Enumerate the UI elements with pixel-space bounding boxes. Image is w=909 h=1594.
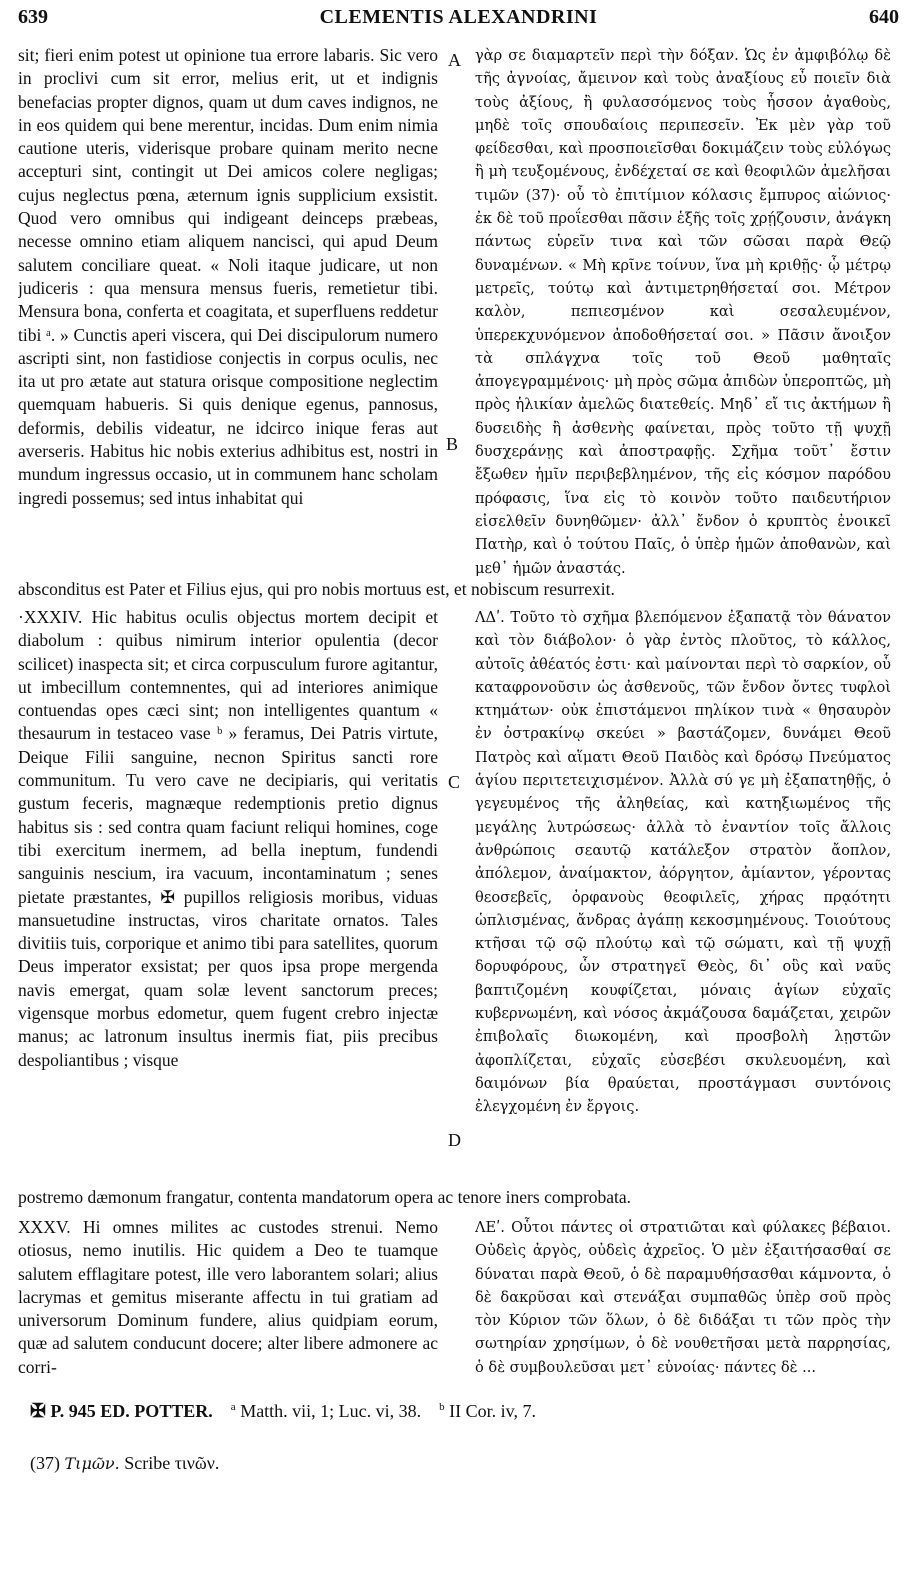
latin-column-section-2 [18, 606, 438, 1184]
greek-column-section-3 [475, 1216, 891, 1380]
latin-column-section-1 [18, 44, 438, 577]
running-header [18, 6, 899, 32]
footnote-references [30, 1400, 890, 1423]
footnote-b-mark: b [439, 1401, 445, 1413]
margin-letter-b: B [446, 434, 459, 454]
greek-text-3: ΛΕʹ. Οὗτοι πάντες οἱ στρατιῶται καὶ φύλακες βέβαιοι. Οὐδεὶς ἀργὸς, οὐδεὶς ἀχρεῖος. Ὁ μὲν ἐξαιτήσασθαί σε δύναται παρὰ Θεοῦ, ὁ δὲ παραμυθήσασθαι κάμνοντα, ὁ δὲ δακρῦσαι καὶ στενάξαι συμπαθῶς ὑπὲρ σοῦ πρὸς τὸν Κύριον τῶν ὅλων, ὁ δὲ διδάξαι τι τῶν πρὸς τὴν σωτηρίαν χρησίμων, ὁ δὲ νουθετῆσαι μετὰ παρρησίας, ὁ δὲ συμβουλεῦσαι μετ᾽ εὐνοίας· πάντες δὲ ... [475, 1219, 891, 1376]
latin-text-3: XXXV. Hi omnes milites ac custodes strenui. Nemo otiosus, nemo inutilis. Hic quidem a Deo te tuamque salutem efflagitare potest, ille vero laborantem solari; alius lacrymas et gemitus miserante affectu in tui gratiam ad universorum Dominum fundere, alius quidpiam eorum, quæ ad salutem conducunt docere; alter libere admonere ac corri- [18, 1217, 438, 1377]
footnote-37-text: Scribe τινῶν. [124, 1453, 220, 1473]
latin-text-1: sit; fieri enim potest ut opinione tua errore labaris. Sic vero in proclivi cum sit error, melius erit, ut et indignis benefacias propter dignos, quam ut dum caves indignos, ne in eos quidem qui bene merentur, incidas. Dum enim nimia cautione uteris, viderisque probare quinam merito necne accepturi sint, contingit ut Dei amicos colere negligas; cujus neglectus pœna, æternum ignis supplicium exsistit. Quod vero omnibus qui indigeant deinceps præbeas, necesse omnino etiam aliquem nancisci, qui apud Deum salutem conciliare queat. « Noli itaque judicare, ut non judiceris : qua mensura mensus fueris, remetietur tibi. Mensura bona, conferta et coagitata, et superfluens reddetur tibi ᵃ. » Cunctis aperi viscera, qui Dei discipulorum numero ascripti sint, non fastidiose conjectis in corpus oculis, nec ita ut pro ætate aut statura orisque compositione neglectim quemquam habueris. Si quis denique egenus, pannosus, deformis, debilis videatur, ne idcirco inique feras aut averseris. Habitus hic nobis exterius adhibitus est, nostri in mundum ingressus occasio, ut in communem hanc scholam ingredi possemus; sed intus inhabitat qui [18, 45, 438, 508]
margin-letter-a: A [448, 50, 461, 70]
footnote-37-word: Τιμῶν. [64, 1454, 120, 1473]
spanning-line-1: absconditus est Pater et Filius ejus, qui pro nobis mortuus est, et nobiscum resurrexit. [18, 579, 615, 599]
greek-column-section-1 [475, 44, 891, 577]
margin-letter-c: C [448, 772, 461, 792]
running-title: CLEMENTIS ALEXANDRINI [319, 6, 598, 28]
latin-column-section-3 [18, 1216, 438, 1380]
page-number-left: 639 [18, 6, 48, 28]
footnote-a-text: Matth. vii, 1; Luc. vi, 38. [240, 1401, 422, 1421]
greek-text-1: γὰρ σε διαμαρτεῖν περὶ τὴν δόξαν. Ὡς ἐν ἀμφιβόλῳ δὲ τῆς ἀγνοίας, ἄμεινον καὶ τοὺς ἀναξίους εὖ ποιεῖν διὰ τοὺς ἀξίους, ἢ φυλασσόμενος τοὺς ἧσσον ἀγαθοὺς, μηδὲ τοῖς σπουδαίοις περιπεσεῖν. Ἐκ μὲν γὰρ τοῦ φείδεσθαι, καὶ προσποιεῖσθαι δοκιμάζειν τοὺς εὐλόγως ἢ μὴ τευξομένους, ἐνδέχεταί σε καὶ θεοφιλῶν ἀμελῆσαι τιμῶν (37)· οὗ τὸ ἐπιτίμιον κόλασις ἔμπυρος αἰώνιος· ἐκ δὲ τοῦ προΐεσθαι πᾶσιν ἑξῆς τοῖς χρῄζουσιν, ἀνάγκη πάντως εὑρεῖν τινα καὶ τῶν σῶσαι παρὰ Θεῷ δυναμένων. « Μὴ κρῖνε τοίνυν, ἵνα μὴ κριθῇς· ᾧ μέτρῳ μετρεῖς, τούτῳ καὶ ἀντιμετρηθήσεταί σοι. Μέτρον καλὸν, πεπιεσμένον καὶ σεσαλευμένον, ὑπερεκχυνόμενον ἀποδοθήσεταί σοι. » Πᾶσιν ἄνοιξον τὰ σπλάγχνα τοῖς τοῦ Θεοῦ μαθηταῖς ἀπογεγραμμένοις· μὴ πρὸς σῶμα ἀπιδὼν ὑπεροπτῶς, μὴ πρὸς ἡλικίαν ἀμελῶς διατεθείς. Μηδ᾽ εἴ τις ἀκτήμων ἢ δυσειδὴς ἢ ἀσθενὴς φαίνεται, πρὸς τοῦτο τῇ ψυχῇ δυσχεράνῃς καὶ ἀποστραφῇς. Σχῆμα τοῦτ᾽ ἔστιν ἔξωθεν ἡμῖν περιβεβλημένον, τῆς εἰς κόσμον παρόδου πρόφασις, ἵνα εἰς τὸ κοινὸν τοῦτο παιδευτήριον εἰσελθεῖν δυνηθῶμεν· ἀλλ᾽ ἔνδον ὁ κρυπτὸς ἐνοικεῖ Πατὴρ, καὶ ὁ τούτου Παῖς, ὁ ὑπὲρ ἡμῶν ἀποθανὼν, καὶ μεθ᾽ ἡμῶν ἀναστάς. [475, 47, 891, 577]
footnote-a-mark: a [230, 1401, 236, 1413]
cross-mark-icon: ✠ [30, 1401, 46, 1422]
greek-text-2: ΛΔʹ. Τοῦτο τὸ σχῆμα βλεπόμενον ἐξαπατᾷ τὸν θάνατον καὶ τὸν διάβολον· ὁ γὰρ ἐντὸς πλοῦτος, τὸ κάλλος, αὐτοῖς ἀθέατός ἐστι· καὶ μαίνονται περὶ τὸ σαρκίον, οὗ καταφρονοῦσιν ὡς ἀσθενοῦς, τῶν ἔνδον ὄντες τυφλοὶ κτημάτων· οὐκ ἐπιστάμενοι πηλίκον τινὰ « θησαυρὸν ἐν ὀστρακίνῳ σκεύει » βαστάζομεν, δυνάμει Θεοῦ Πατρὸς καὶ αἵματι Θεοῦ Παιδὸς καὶ δρόσῳ Πνεύματος ἁγίου περιτετειχισμένον. Ἀλλὰ σύ γε μὴ ἐξαπατηθῇς, ὁ γεγευμένος τῆς ἀληθείας, καὶ κατηξιωμένος τῆς μεγάλης λυτρώσεως· ἀλλὰ τὸ ἐναντίον τοῖς ἄλλοις ἀνθρώποις σεαυτῷ κατάλεξον στρατὸν ἄοπλον, ἀπόλεμον, ἀναίμακτον, ἀόργητον, ἀμίαντον, γέροντας θεοσεβεῖς, ὀρφανοὺς θεοφιλεῖς, χήρας πρᾳότητι ὡπλισμένας, ἄνδρας ἀγάπῃ κεκοσμημένους. Τοιούτους κτῆσαι τῷ σῷ πλούτῳ καὶ τῷ σώματι, καὶ τῇ ψυχῇ δορυφόρους, ὧν στρατηγεῖ Θεὸς, δι᾽ οὓς καὶ ναῦς βαπτιζομένη κουφίζεται, μόναις ἁγίων εὐχαῖς κυβερνωμένη, καὶ νόσος ἀκμάζουσα δαμάζεται, χειρῶν ἐπιβολαῖς διωκομένη, καὶ προσβολὴ λῃστῶν ἀφοπλίζεται, εὐχαῖς εὐσεβέσι σκυλευομένη, καὶ δαιμόνων βία θραύεται, προστάγμασι συντόνοις ἐλεγχομένη ἐν ἔργοις. [475, 609, 891, 1116]
footnote-37 [30, 1453, 890, 1474]
latin-text-2: ·XXXIV. Hic habitus oculis objectus mortem decipit et diabolum : quibus nimirum interior opulentia (decor scilicet) inaspecta sit; et circa corpusculum furore agitantur, ut imbecillum contemnentes, qui ad interiores animique contuendas opes cæci sint; non intelligentes quantum « thesaurum in testaceo vase ᵇ » feramus, Dei Patris virtute, Deique Filii sanguine, necnon Spiritus sancti rore communitum. Tu vero cave ne decipiaris, qui veritatis gustum feceris, magnæque redemptionis pretio dignus habitus sis : sed contra quam faciunt reliqui homines, coge tibi exercitum inermem, ad bella ineptum, fundendi sanguinis nescium, ira vacuum, incontaminatum ; senes pietate præstantes, ✠ pupillos religiosis moribus, viduas mansuetudine instructas, viros charitate ornatos. Tales divitiis tuis, corporique et animo tibi para satellites, quorum Deus imperator exsistat; per quos ipsa prope mergenda navis emergat, quam solæ levent sanctorum preces; vigensque morbus edometur, quem fugent crebro injectæ manus; ac latronum insultus inermis fiat, piis precibus despoliantibus ; visque [18, 607, 438, 1070]
potter-reference: P. 945 ED. POTTER. [50, 1401, 213, 1421]
page-number-right: 640 [869, 6, 899, 28]
footnote-37-number: (37) [30, 1453, 60, 1473]
spanning-line-2: postremo dæmonum frangatur, contenta mandatorum opera ac tenore iners comprobata. [18, 1187, 632, 1207]
footnote-b-text: II Cor. iv, 7. [449, 1401, 536, 1421]
greek-column-section-2 [475, 606, 891, 1184]
margin-letter-d: D [448, 1130, 461, 1150]
